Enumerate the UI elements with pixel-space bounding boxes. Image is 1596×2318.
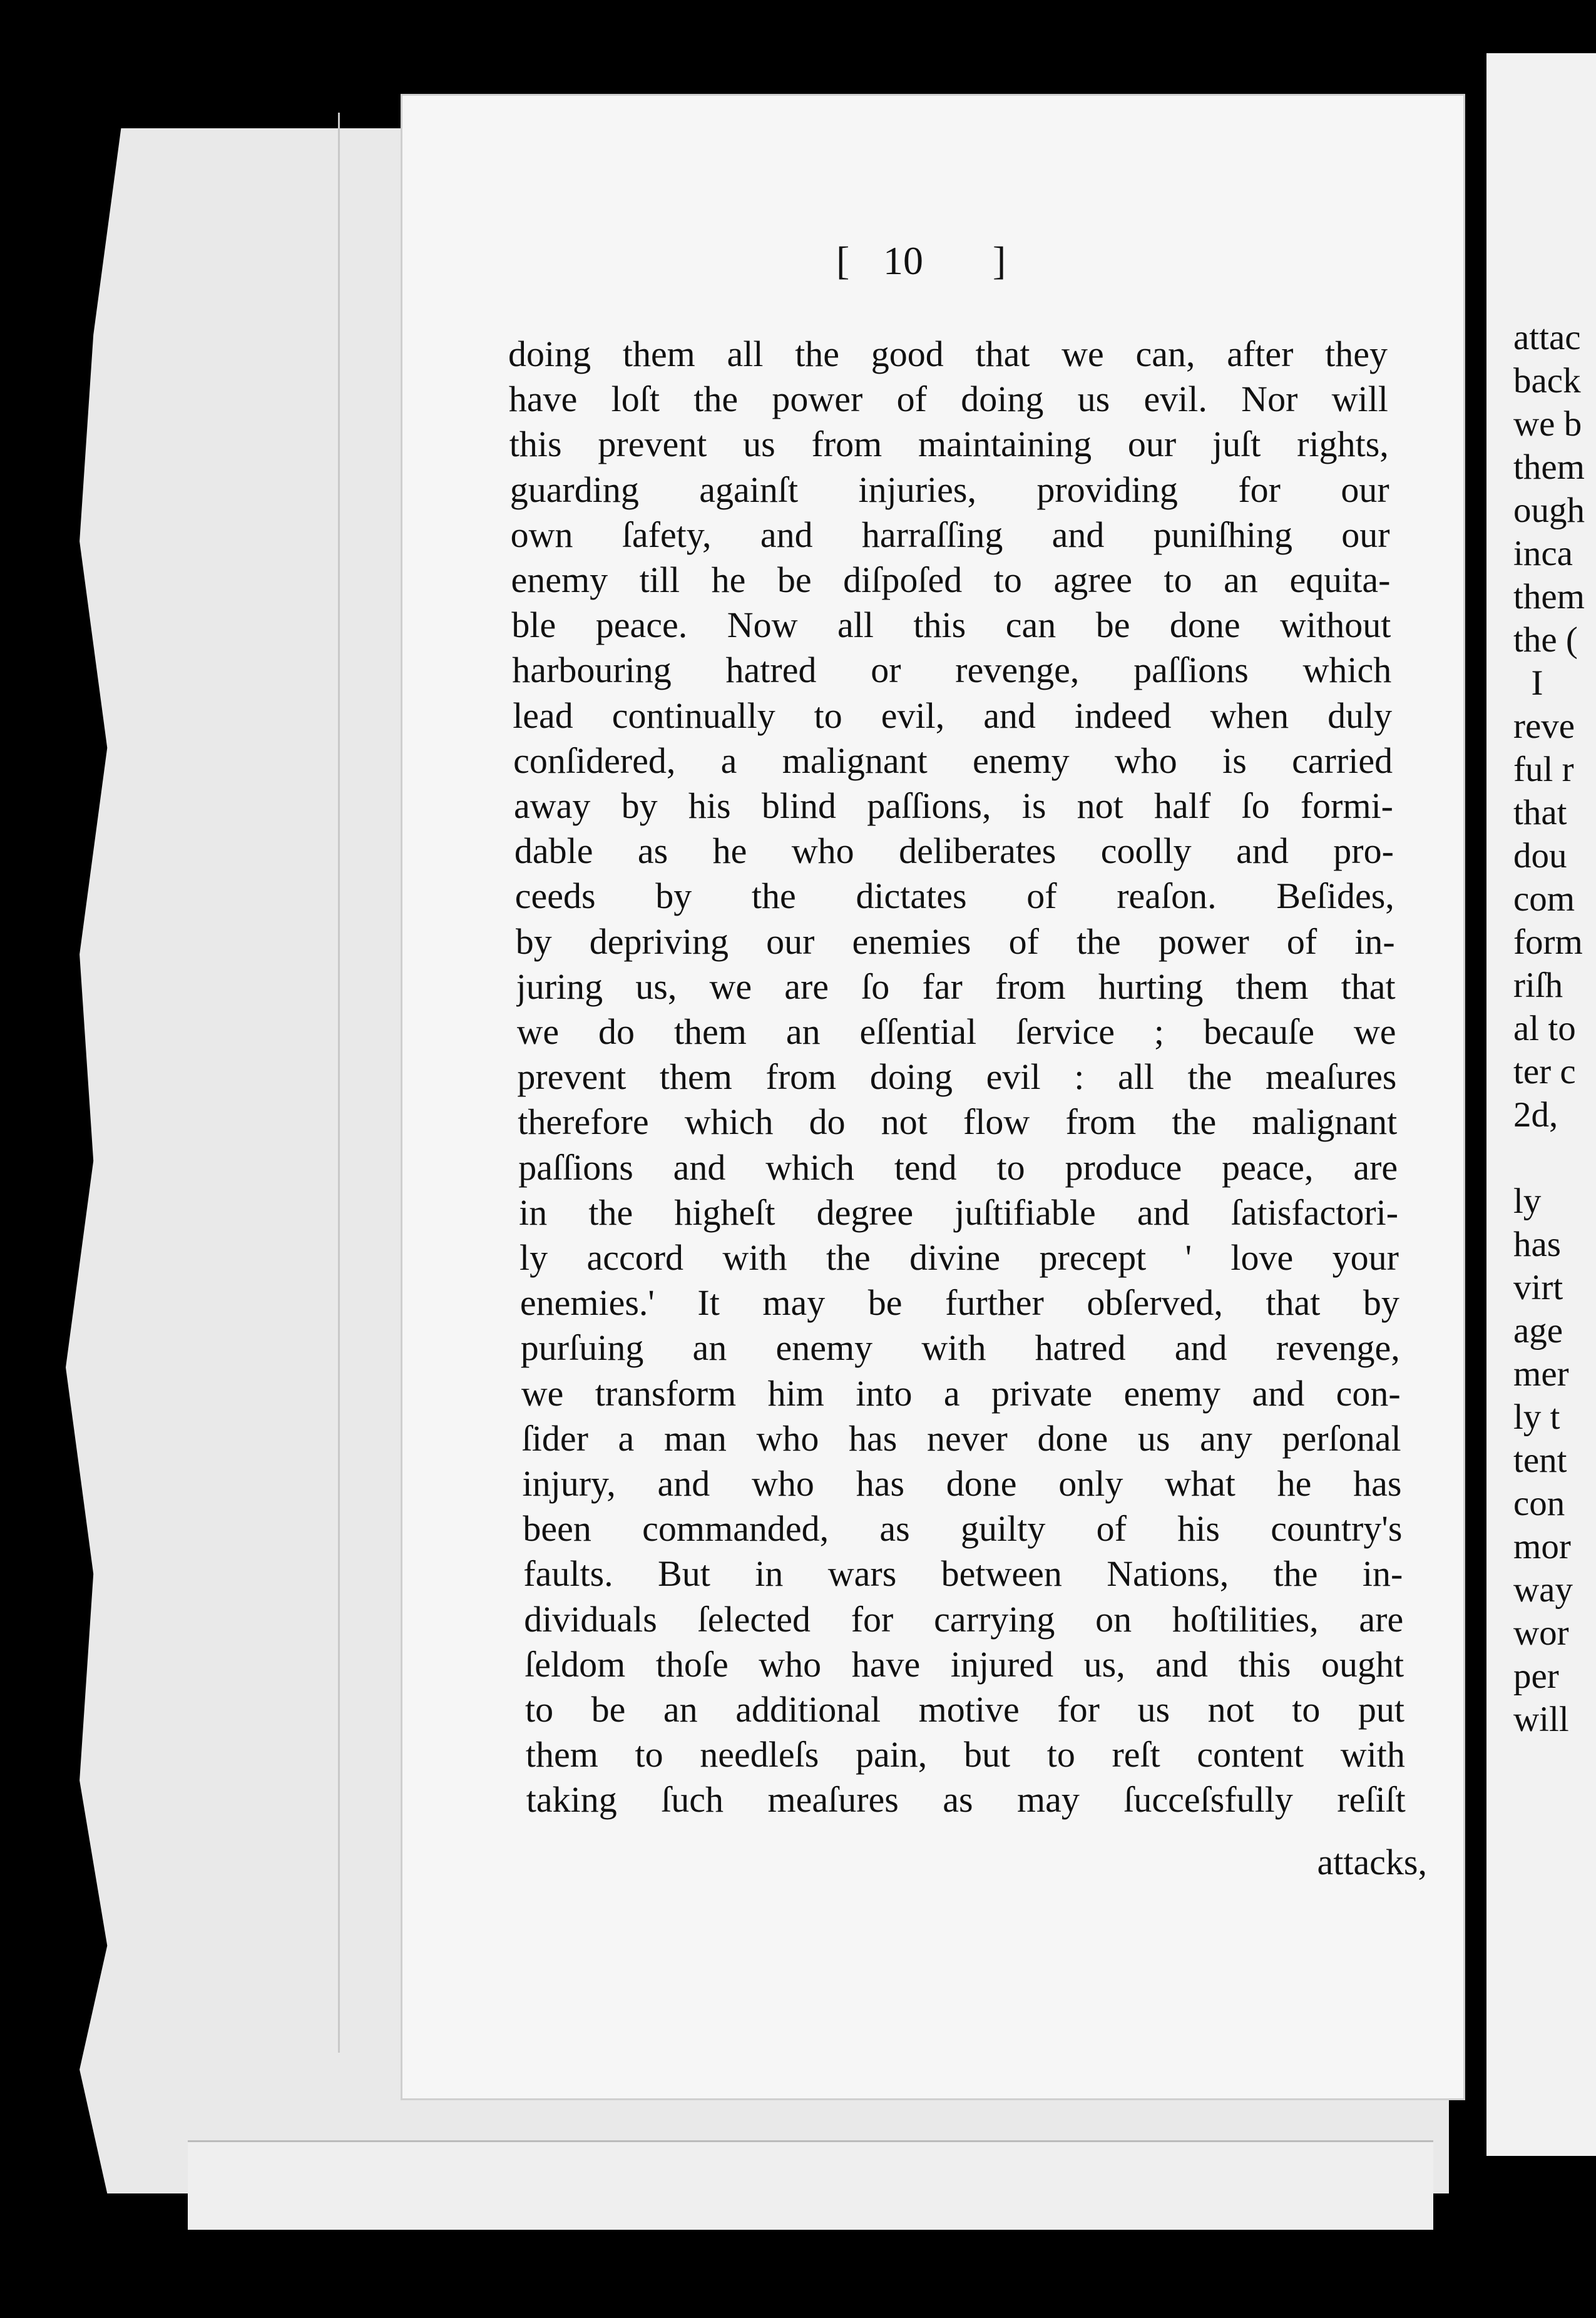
bracket-right: ] [993,238,1006,283]
text-line: ble peace. Now all this can be done without [511,605,1391,646]
adjacent-line: age [1513,1311,1563,1350]
text-line: enemy till he be diſpoſed to agree to an equita- [511,559,1391,600]
text-line: to be an additional motive for us not to put [525,1689,1404,1730]
adjacent-line: com [1513,879,1575,919]
adjacent-line: reve [1513,707,1575,746]
adjacent-line: that [1513,793,1567,832]
text-line: therefore which do not flow from the malignant [518,1101,1398,1143]
text-line: in the higheſt degree juſtifiable and ſatisfactori- [519,1192,1399,1233]
adjacent-line: inca [1513,534,1573,573]
adjacent-line: virt [1513,1268,1563,1307]
adjacent-line: riſh [1513,966,1563,1005]
page-number: 10 [883,238,923,283]
bracket-left: [ [836,238,850,283]
page-bottom-edge [188,2140,1433,2230]
text-line: ceeds by the dictates of reaſon. Beſides, [514,876,1394,917]
adjacent-line: mer [1513,1354,1569,1394]
text-line: faults. But in wars between Nations, the in- [523,1553,1403,1595]
adjacent-line: the ( [1513,620,1578,660]
text-line: doing them all the good that we can, after they [508,334,1388,374]
adjacent-line: attac [1513,318,1581,357]
adjacent-line: mor [1513,1527,1571,1566]
text-line: injury, and who has done only what he has [522,1463,1402,1504]
adjacent-line: way [1513,1570,1573,1610]
text-line: by depriving our enemies of the power of in- [515,921,1395,962]
adjacent-line: dou [1513,836,1567,876]
text-line: them to needleſs pain, but to reſt content with [525,1734,1405,1775]
text-line: purſuing an enemy with hatred and revenge, [520,1327,1400,1369]
text-line: conſidered, a malignant enemy who is carried [513,740,1393,781]
text-line: have loſt the power of doing us evil. Nor will [508,379,1388,420]
adjacent-line: we b [1513,404,1582,444]
running-head [836,238,1024,288]
adjacent-line [1513,1136,1596,1180]
text-line: dividuals ſelected for carrying on hoſtilities, are [524,1598,1404,1640]
text-line: dable as he who deliberates coolly and pro- [514,830,1394,872]
catchword: attacks, [1317,1842,1427,1882]
adjacent-line: them [1513,577,1585,616]
fold-line [338,113,340,2053]
text-line: away by his blind paſſions, is not half ſo formi- [514,785,1393,826]
adjacent-line: 2d, [1513,1095,1558,1135]
adjacent-page-text [1513,316,1596,1741]
adjacent-line: I [1513,663,1543,703]
text-line: this prevent us from maintaining our juſt rights, [509,424,1389,465]
text-line: we transform him into a private enemy and con- [521,1372,1401,1414]
adjacent-line: ly t [1513,1397,1560,1437]
adjacent-line: con [1513,1484,1565,1523]
text-line: lead continually to evil, and indeed when duly [513,695,1393,736]
adjacent-line: form [1513,922,1583,962]
adjacent-line: ter c [1513,1052,1576,1091]
adjacent-line: has [1513,1225,1561,1264]
text-line: paſſions and which tend to produce peace, are [518,1146,1398,1188]
adjacent-line: will [1513,1700,1569,1739]
adjacent-line: them [1513,447,1585,487]
adjacent-line: ly [1513,1182,1542,1221]
adjacent-line: tent [1513,1441,1567,1480]
text-line: prevent them from doing evil : all the meaſures [517,1056,1397,1098]
adjacent-line: back [1513,361,1581,401]
text-line: harbouring hatred or revenge, paſſions which [512,650,1392,691]
text-line: taking ſuch meaſures as may ſucceſsfully reſiſt [526,1779,1406,1820]
adjacent-line: al to [1513,1009,1576,1048]
text-line: been commanded, as guilty of his country's [523,1508,1403,1550]
adjacent-line: ful r [1513,750,1574,789]
text-line: own ſafety, and harraſſing and puniſhing our [510,514,1390,555]
adjacent-line: ough [1513,491,1585,530]
text-line: guarding againſt injuries, providing for our [509,469,1389,510]
adjacent-line: wor [1513,1613,1569,1653]
text-line: enemies.' It may be further obſerved, that by [519,1282,1399,1324]
text-line: juring us, we are ſo far from hurting them that [516,966,1396,1007]
text-line: ſider a man who has never done us any perſonal [521,1417,1401,1459]
adjacent-line: per [1513,1657,1559,1696]
text-line: ly accord with the divine precept ' love your [519,1237,1399,1278]
text-line: ſeldom thoſe who have injured us, and this ought [524,1643,1404,1685]
text-line: we do them an eſſential ſervice ; becauſe we [516,1011,1396,1052]
